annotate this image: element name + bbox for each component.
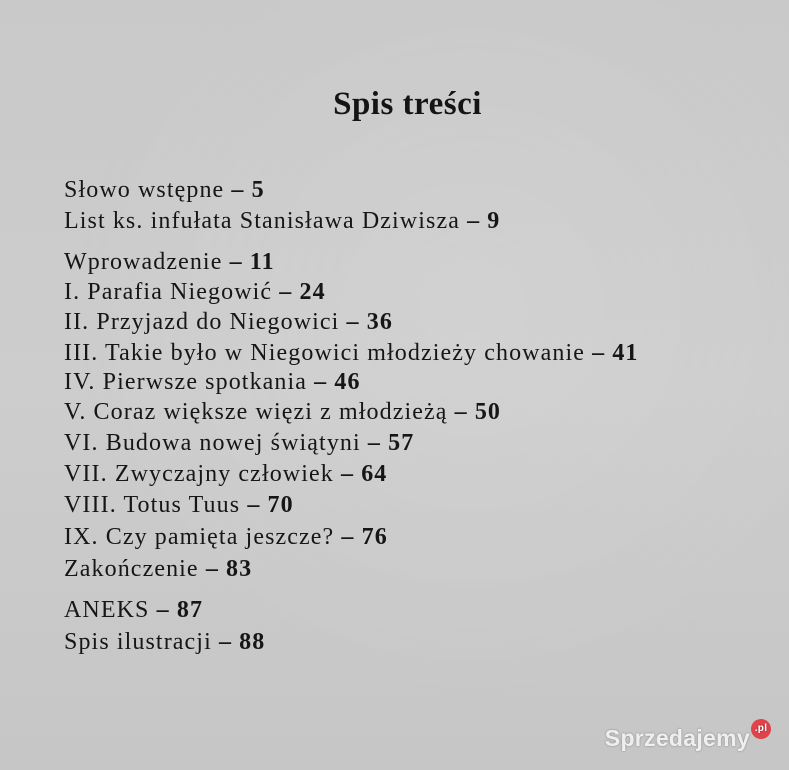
toc-entry [64,208,500,235]
toc-entry-page: 76 [361,524,388,550]
toc-entry-page: 83 [226,556,253,582]
toc-entry [64,177,265,204]
toc-entry-dash: – [218,629,233,655]
toc-entry-dash: – [592,340,606,366]
toc-entry-title: VIII. Totus Tuus [64,492,241,518]
toc-entry-dash: – [247,492,261,518]
toc-entry-title: V. Coraz większe więzi z młodzieżą [64,399,448,425]
toc-entry-title: VI. Budowa nowej świątyni [64,430,361,456]
toc-entry-page: 87 [176,597,204,623]
toc-entry [64,597,203,624]
toc-entry-page: 24 [299,279,326,305]
toc-entry-dash: – [229,249,243,275]
toc-entry-title: III. Takie było w Niegowici młodzieży chowanie [64,340,585,366]
toc-entry-dash: – [341,524,355,550]
toc-entry-dash: – [205,556,219,582]
toc-entry-title: Spis ilustracji [64,629,212,655]
toc-entry-title: Słowo wstępne [64,177,225,203]
toc-entry-dash: – [467,208,481,234]
toc-entry [64,399,501,426]
toc-entry-page: 11 [249,249,275,275]
toc-entry-dash: – [279,279,293,305]
toc-entry [64,430,414,457]
toc-entry-page: 9 [487,208,501,234]
toc-entry [64,340,639,367]
watermark-badge: .pl [751,719,771,739]
toc-entry-title: ANEKS [64,597,150,623]
toc-entry-dash: – [314,369,328,395]
toc-entry-page: 50 [474,399,502,425]
toc-entry-page: 36 [366,309,393,335]
toc-entry-page: 88 [239,629,266,655]
toc-entry-title: VII. Zwyczajny człowiek [64,461,334,487]
toc-entry-dash: – [367,430,382,456]
toc-entry-dash: – [340,461,355,487]
toc-entry-title: List ks. infułata Stanisława Dziwisza [64,208,460,234]
toc-entry [64,461,387,488]
toc-entry-dash: – [156,597,170,623]
toc-entry-title: II. Przyjazd do Niegowici [64,309,340,335]
toc-entry-page: 64 [361,461,388,487]
toc-entry-page: 57 [388,430,415,456]
toc-entry-title: IV. Pierwsze spotkania [64,369,308,395]
toc-entry-dash: – [346,309,360,335]
toc-entry-page: 5 [251,177,265,203]
toc-entry [64,279,326,306]
toc-entry [64,524,388,551]
page-title: Spis treści [333,86,482,122]
toc-entry [64,629,265,656]
toc-entry-title: Wprowadzenie [64,249,223,275]
toc-entry-page: 70 [267,492,294,518]
watermark-logo [605,725,771,752]
toc-entry-dash: – [231,177,245,203]
toc-entry [64,249,275,276]
toc-entry [64,556,252,583]
toc-entry-page: 46 [334,369,361,395]
toc-entry-dash: – [454,399,468,425]
toc-entry-page: 41 [612,340,639,366]
toc-entry [64,492,294,519]
toc-entry [64,309,393,336]
toc-entry-title: Zakończenie [64,556,199,582]
toc-entry [64,369,361,396]
toc-entry-title: I. Parafia Niegowić [64,279,273,305]
watermark-text: Sprzedajemy [604,725,750,751]
toc-entry-title: IX. Czy pamięta jeszcze? [64,524,335,550]
